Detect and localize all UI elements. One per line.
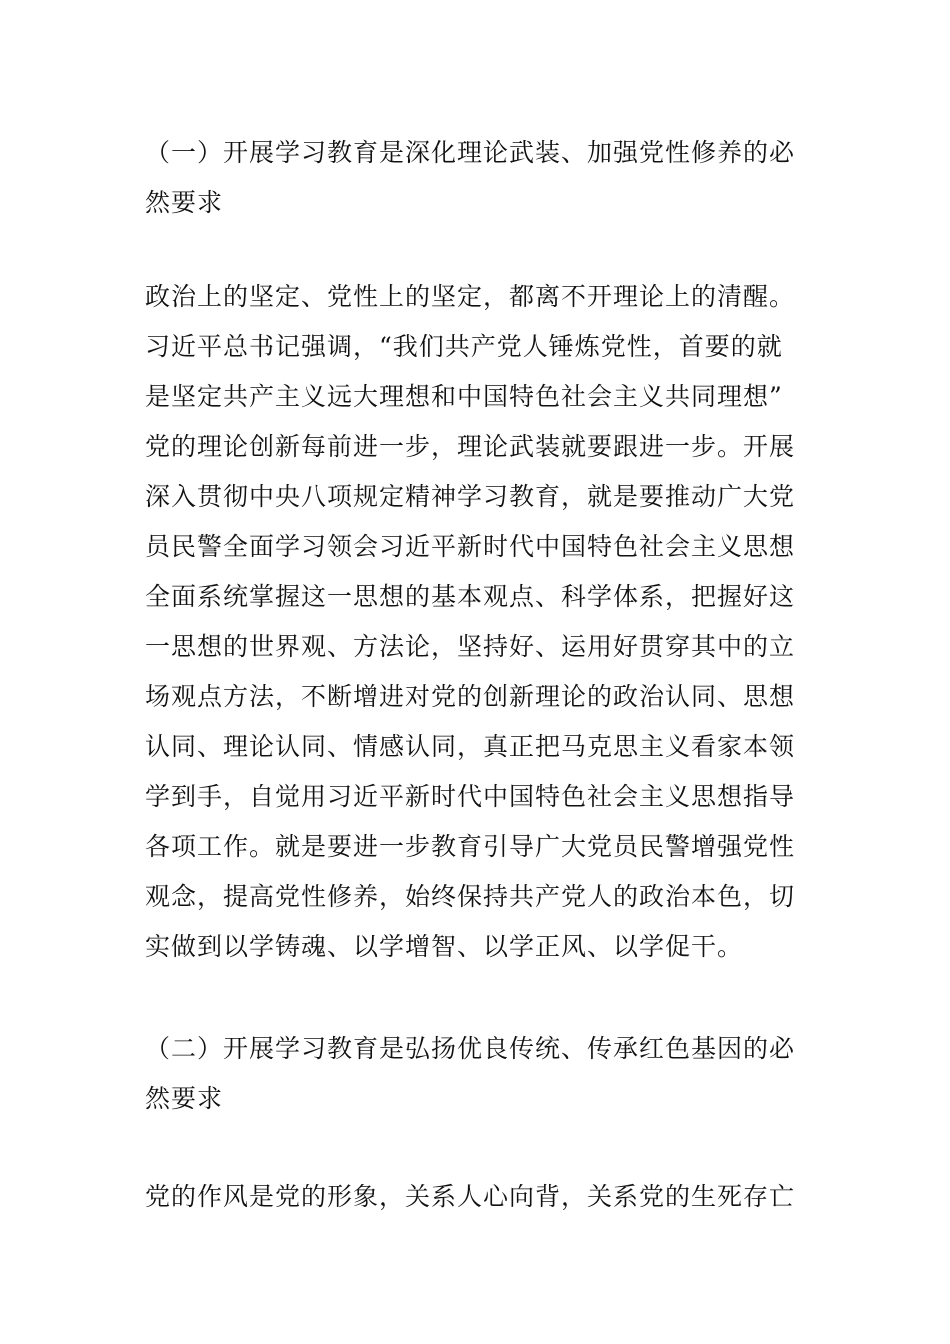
paragraph-line: 认同、理论认同、情感认同，真正把马克思主义看家本领 xyxy=(145,732,796,761)
section-2-heading xyxy=(145,1024,810,1124)
paragraph-line: 全面系统掌握这一思想的基本观点、科学体系，把握好这 xyxy=(145,582,796,611)
paragraph-line: 党的作风是党的形象，关系人心向背，关系党的生死存亡 xyxy=(145,1182,796,1211)
paragraph-line: 习近平总书记强调，“我们共产党人锤炼党性，首要的就 xyxy=(145,332,783,361)
paragraph-line: 政治上的坚定、党性上的坚定，都离不开理论上的清醒。 xyxy=(145,282,796,311)
paragraph-line: 各项工作。就是要进一步教育引导广大党员民警增强党性 xyxy=(145,832,796,861)
paragraph-line: 实做到以学铸魂、以学增智、以学正风、以学促干。 xyxy=(145,932,744,961)
paragraph-line: 员民警全面学习领会习近平新时代中国特色社会主义思想 xyxy=(145,532,796,561)
section-1-paragraph xyxy=(145,272,810,972)
heading-line: （二）开展学习教育是弘扬优良传统、传承红色基因的必 xyxy=(145,1034,796,1063)
paragraph-line: 深入贯彻中央八项规定精神学习教育，就是要推动广大党 xyxy=(145,482,796,511)
section-2-paragraph xyxy=(145,1172,810,1222)
paragraph-line: 是坚定共产主义远大理想和中国特色社会主义共同理想” xyxy=(145,382,783,411)
paragraph-line: 党的理论创新每前进一步，理论武装就要跟进一步。开展 xyxy=(145,432,796,461)
paragraph-line: 学到手，自觉用习近平新时代中国特色社会主义思想指导 xyxy=(145,782,796,811)
heading-line: （一）开展学习教育是深化理论武装、加强党性修养的必 xyxy=(145,138,796,167)
paragraph-line: 一思想的世界观、方法论，坚持好、运用好贯穿其中的立 xyxy=(145,632,796,661)
paragraph-line: 观念，提高党性修养，始终保持共产党人的政治本色，切 xyxy=(145,882,796,911)
heading-line: 然要求 xyxy=(145,1084,224,1113)
section-1-heading xyxy=(145,128,810,228)
heading-line: 然要求 xyxy=(145,188,224,217)
paragraph-line: 场观点方法，不断增进对党的创新理论的政治认同、思想 xyxy=(145,682,796,711)
